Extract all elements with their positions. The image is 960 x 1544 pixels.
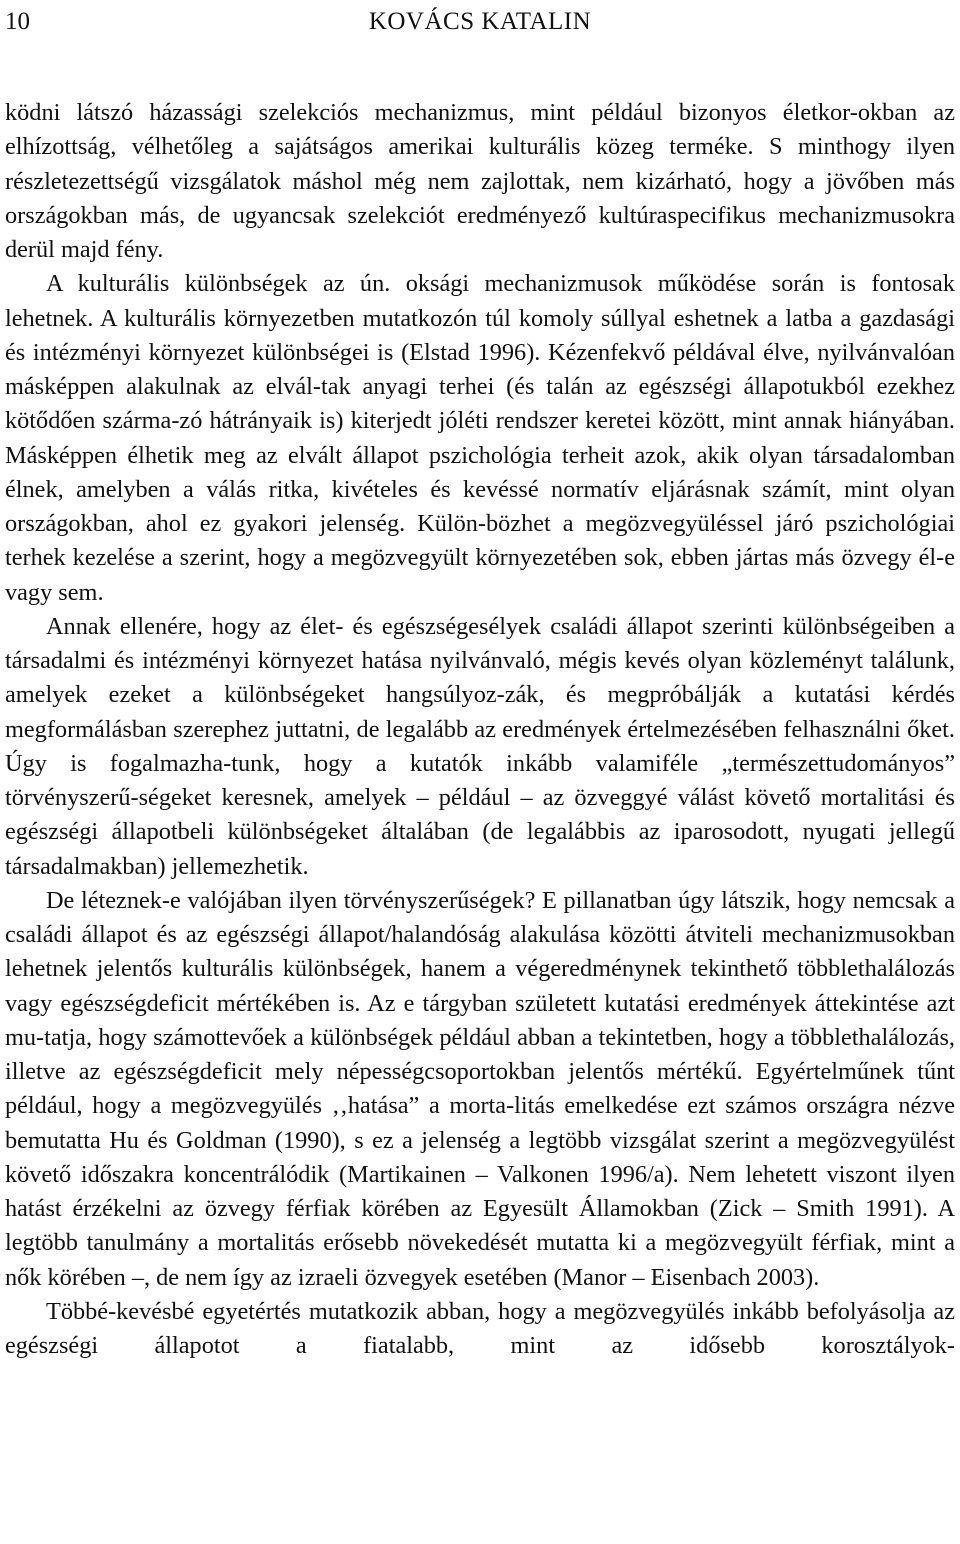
paragraph: ködni látszó házassági szelekciós mechanizmus, mint például bizonyos életkor-okban az elhízottság, vélhetőleg a sajátságos amerikai kulturális közeg terméke. S minthogy ilyen részletezettségű vizsgálatok máshol még nem zajlottak, nem kizárható, hogy a jövőben más országokban más, de ugyancsak szelekciót eredményező kultúraspecifikus mechanizmusokra derül majd fény. [5, 99, 955, 263]
paragraph: A kulturális különbségek az ún. oksági mechanizmusok működése során is fontosak lehetnek. A kulturális környezetben mutatkozón túl komoly súllyal eshetnek a latba a gazdasági és intézményi környezet különbségei is (Elstad 1996). Kézenfekvő példával élve, nyilvánvalóan másképpen alakulnak az elvál-tak anyagi terhei (és talán az egészségi állapotukból ezekhez kötődően szárma-zó hátrányaik is) kiterjedt jóléti rendszer keretei között, mint annak hiányában. Másképpen élhetik meg az elvált állapot pszichológia terheit azok, akik olyan társadalomban élnek, amelyben a válás ritka, kivételes és kevéssé normatív eljárásnak számít, mint olyan országokban, ahol ez gyakori jelenség. Külön-bözhet a megözvegyüléssel járó pszichológiai terhek kezelése a szerint, hogy a megözvegyült környezetében sok, ebben jártas más özvegy él-e vagy sem. [5, 270, 955, 606]
body-text [5, 96, 955, 1363]
paragraph: Annak ellenére, hogy az élet- és egészségesélyek családi állapot szerinti különbségeiben a társadalmi és intézményi környezet hatása nyilvánvaló, mégis kevés olyan közleményt találunk, amelyek ezeket a különbségeket hangsúlyoz-zák, és megpróbálják a kutatási kérdés megformálásban szerephez juttatni, de legalább az eredmények értelmezésében felhasználni őket. Úgy is fogalmazha-tunk, hogy a kutatók inkább valamiféle „természettudományos” törvényszerű-ségeket keresnek, amelyek – például – az özveggyé válást követő mortalitási és egészségi állapotbeli különbségeket általában (de legalábbis az iparosodott, nyugati jellegű társadalmakban) jellemezhetik. [5, 612, 955, 880]
page-header [5, 2, 955, 42]
paragraph: De léteznek-e valójában ilyen törvényszerűségek? E pillanatban úgy látszik, hogy nemcsak a családi állapot és az egészségi állapot/halandóság alakulása közötti átviteli mechanizmusokban lehetnek jelentős kulturális különbségek, hanem a végeredménynek tekinthető többlethalálozás vagy egészségdeficit mértékében is. Az e tárgyban született kutatási eredmények áttekintése azt mu-tatja, hogy számottevőek a különbségek például abban a tekintetben, hogy a többlethalálozás, illetve az egészségdeficit mely népességcsoportokban jelentős mértékű. Egyértelműnek tűnt például, hogy a megözvegyülés ‚‚hatása” a morta-litás emelkedése ezt számos országra nézve bemutatta Hu és Goldman (1990), s ez a jelenség a legtöbb vizsgálat szerint a megözvegyülést követő időszakra koncentrálódik (Martikainen – Valkonen 1996/a). Nem lehetett viszont ilyen hatást érzékelni az özvegy férfiak körében az Egyesült Államokban (Zick – Smith 1991). A legtöbb tanulmány a mortalitás erősebb növekedését mutatta ki a megözvegyült férfiak, mint a nők körében –, de nem így az izraeli özvegyek esetében (Manor – Eisenbach 2003). [5, 886, 955, 1291]
paragraph: Többé-kevésbé egyetértés mutatkozik abban, hogy a megözvegyülés inkább befolyásolja az egészségi állapotot a fiatalabb, mint az idősebb korosztályok- [5, 1297, 955, 1359]
page-number: 10 [5, 8, 30, 35]
running-head-author: KOVÁCS KATALIN [368, 8, 592, 35]
